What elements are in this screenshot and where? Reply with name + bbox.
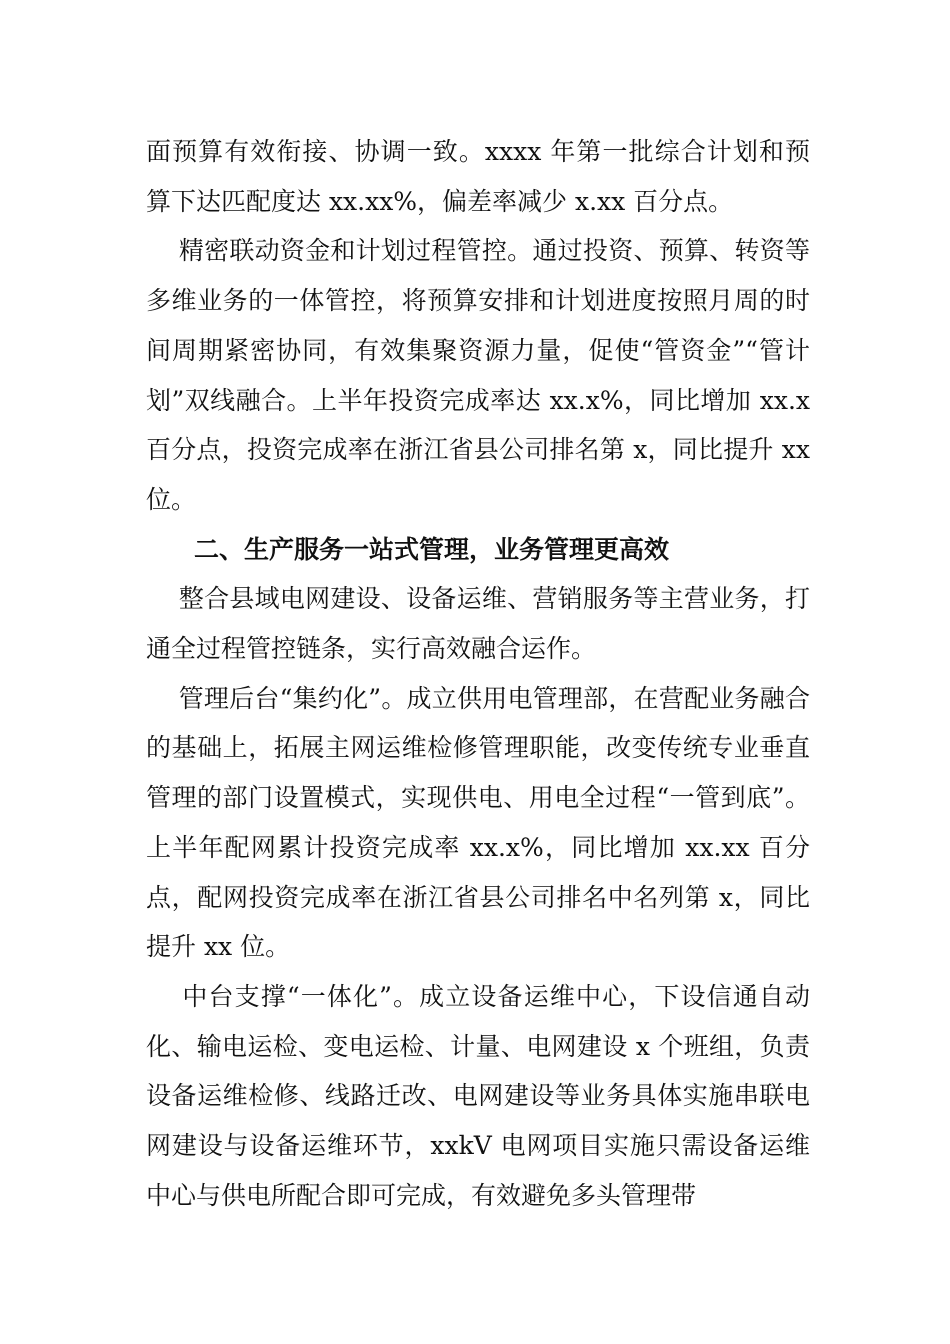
paragraph-backend-intensive: 管理后台“集约化”。成立供用电管理部，在营配业务融合的基础上，拓展主网运维检修管理职能，改变传统专业垂直管理的部门设置模式，实现供电、用电全过程“一管到底”。上半年配网累计投资完成率 xx.x%，同比增加 xx.xx 百分点，配网投资完成率在浙江省县公司排名中名列第 x，同比提升 xx 位。 [146, 683, 810, 962]
paragraph-fund-plan-control: 精密联动资金和计划过程管控。通过投资、预算、转资等多维业务的一体管控，将预算安排和计划进度按照月周的时间周期紧密协同，有效集聚资源力量，促使“管资金”“管计划”双线融合。上半年投资完成率达 xx.x%，同比增加 xx.x 百分点，投资完成率在浙江省县公司排名第 x，同比提升 xx 位。 [146, 236, 818, 514]
paragraph-middle-support: 中台支撑“一体化”。成立设备运维中心，下设信通自动化、输电运检、变电运检、计量、电网建设 x 个班组，负责设备运维检修、线路迁改、电网建设等业务具体实施串联电网建设与设备运维环节，xxkV 电网项目实施只需设备运维中心与供电所配合即可完成，有效避免多头管理带 [146, 981, 810, 1210]
section-heading-production-service: 二、生产服务一站式管理，业务管理更高效 [194, 534, 670, 564]
paragraph-business-integration: 整合县域电网建设、设备运维、营销服务等主营业务，打通全过程管控链条，实行高效融合运作。 [146, 584, 810, 664]
paragraph-budget-alignment: 面预算有效衔接、协调一致。xxxx 年第一批综合计划和预算下达匹配度达 xx.xx%，偏差率减少 x.xx 百分点。 [146, 137, 810, 216]
document-body [146, 127, 818, 1220]
